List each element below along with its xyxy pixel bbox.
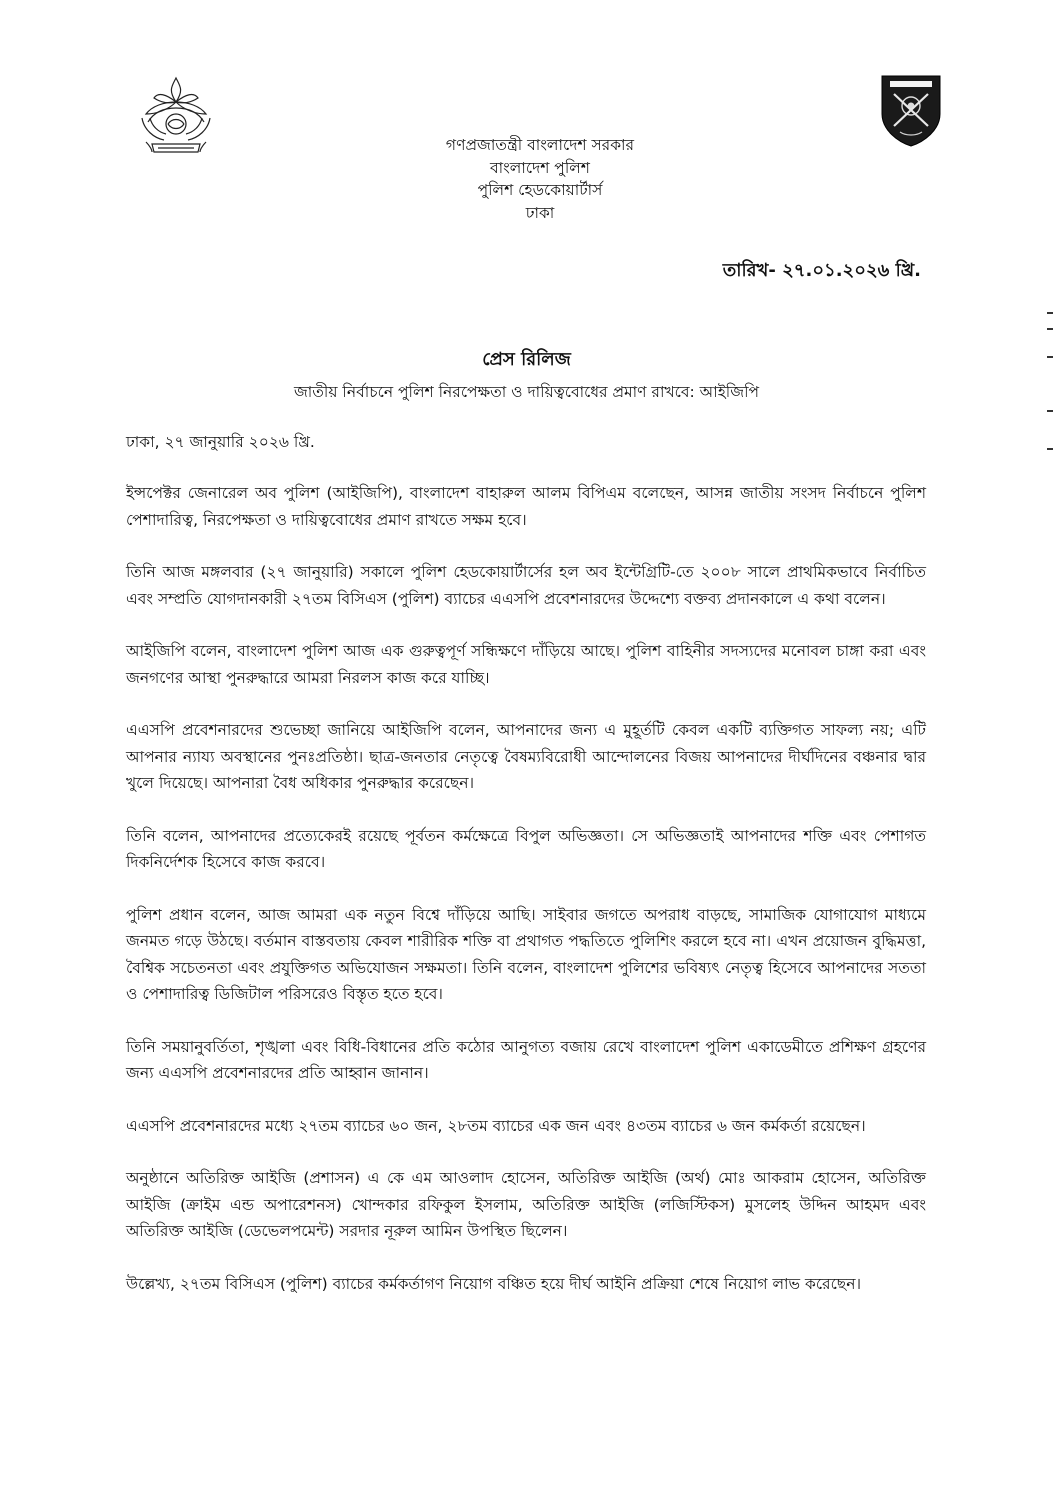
city-name: ঢাকা bbox=[525, 203, 555, 222]
letterhead bbox=[300, 134, 780, 224]
press-release-body bbox=[126, 480, 926, 1323]
scan-edge-mark bbox=[1047, 356, 1053, 358]
organization-name: বাংলাদেশ পুলিশ bbox=[490, 158, 590, 177]
paragraph: পুলিশ প্রধান বলেন, আজ আমরা এক নতুন বিশ্বে দাঁড়িয়ে আছি। সাইবার জগতে অপরাধ বাড়ছে, সামাজিক যোগাযোগ মাধ্যমে জনমত গড়ে উঠছে। বর্তমান বাস্তবতায় কেবল শারীরিক শক্তি বা প্রথাগত পদ্ধতিতে পুলিশিং করলে হবে না। এখন প্রয়োজন বুদ্ধিমত্তা, বৈশ্বিক সচেতনতা এবং প্রযুক্তিগত অভিযোজন সক্ষমতা। তিনি বলেন, বাংলাদেশ পুলিশের ভবিষ্যৎ নেতৃত্ব হিসেবে আপনাদের সততা ও পেশাদারিত্ব ডিজিটাল পরিসরেও বিস্তৃত হতে হবে। bbox=[126, 905, 926, 1003]
paragraph: তিনি সময়ানুবর্তিতা, শৃঙ্খলা এবং বিধি-বিধানের প্রতি কঠোর আনুগত্য বজায় রেখে বাংলাদেশ পুলিশ একাডেমীতে প্রশিক্ষণ গ্রহণের জন্য এএসপি প্রবেশনারদের প্রতি আহ্বান জানান। bbox=[126, 1037, 926, 1082]
scan-edge-mark bbox=[1047, 328, 1053, 330]
document-date: তারিখ- ২৭.০১.২০২৬ খ্রি. bbox=[722, 260, 921, 281]
paragraph: তিনি বলেন, আপনাদের প্রত্যেকেরই রয়েছে পূর্বতন কর্মক্ষেত্রে বিপুল অভিজ্ঞতা। সে অভিজ্ঞতাই আপনাদের শক্তি এবং পেশাগত দিকনির্দেশক হিসেবে কাজ করবে। bbox=[126, 826, 926, 871]
paragraph: তিনি আজ মঙ্গলবার (২৭ জানুয়ারি) সকালে পুলিশ হেডকোয়ার্টার্সের হল অব ইন্টেগ্রিটি-তে ২০০৮ সালে প্রাথমিকভাবে নির্বাচিত এবং সম্প্রতি যোগদানকারী ২৭তম বিসিএস (পুলিশ) ব্যাচের এএসপি প্রবেশনারদের উদ্দেশ্যে বক্তব্য প্রদানকালে এ কথা বলেন। bbox=[126, 563, 926, 608]
dateline: ঢাকা, ২৭ জানুয়ারি ২০২৬ খ্রি. bbox=[126, 433, 315, 451]
scan-edge-mark bbox=[1047, 448, 1053, 450]
paragraph: ইন্সপেক্টর জেনারেল অব পুলিশ (আইজিপি), বাংলাদেশ বাহারুল আলম বিপিএম বলেছেন, আসন্ন জাতীয় সংসদ নির্বাচনে পুলিশ পেশাদারিত্ব, নিরপেক্ষতা ও দায়িত্ববোধের প্রমাণ রাখতে সক্ষম হবে। bbox=[126, 484, 926, 529]
page-title: প্রেস রিলিজ bbox=[482, 349, 571, 370]
paragraph: উল্লেখ্য, ২৭তম বিসিএস (পুলিশ) ব্যাচের কর্মকর্তাগণ নিয়োগ বঞ্চিত হয়ে দীর্ঘ আইনি প্রক্রিয়া শেষে নিয়োগ লাভ করেছেন। bbox=[126, 1274, 861, 1293]
paragraph: এএসপি প্রবেশনারদের শুভেচ্ছা জানিয়ে আইজিপি বলেন, আপনাদের জন্য এ মুহূর্তটি কেবল একটি ব্যক্তিগত সাফল্য নয়; এটি আপনার ন্যায্য অবস্থানের পুনঃপ্রতিষ্ঠা। ছাত্র-জনতার নেতৃত্বে বৈষম্যবিরোধী আন্দোলনের বিজয় আপনাদের দীর্ঘদিনের বঞ্চনার দ্বার খুলে দিয়েছে। আপনারা বৈধ অধিকার পুনরুদ্ধার করেছেন। bbox=[126, 721, 926, 792]
shield-badge-logo bbox=[880, 74, 942, 148]
paragraph: অনুষ্ঠানে অতিরিক্ত আইজি (প্রশাসন) এ কে এম আওলাদ হোসেন, অতিরিক্ত আইজি (অর্থ) মোঃ আকরাম হোসেন, অতিরিক্ত আইজি (ক্রাইম এন্ড অপারেশনস) খোন্দকার রফিকুল ইসলাম, অতিরিক্ত আইজি (লজিস্টিকস) মুসলেহ উদ্দিন আহমদ এবং অতিরিক্ত আইজি (ডেভেলপমেন্ট) সরদার নূরুল আমিন উপস্থিত ছিলেন। bbox=[126, 1169, 926, 1240]
paragraph: আইজিপি বলেন, বাংলাদেশ পুলিশ আজ এক গুরুত্বপূর্ণ সন্ধিক্ষণে দাঁড়িয়ে আছে। পুলিশ বাহিনীর সদস্যদের মনোবল চাঙ্গা করা এবং জনগণের আস্থা পুনরুদ্ধারে আমরা নিরলস কাজ করে যাচ্ছি। bbox=[126, 642, 926, 687]
paragraph: এএসপি প্রবেশনারদের মধ্যে ২৭তম ব্যাচের ৬০ জন, ২৮তম ব্যাচের এক জন এবং ৪৩তম ব্যাচের ৬ জন কর্মকর্তা রয়েছেন। bbox=[126, 1116, 866, 1135]
government-name: গণপ্রজাতন্ত্রী বাংলাদেশ সরকার bbox=[445, 136, 635, 154]
scan-edge-mark bbox=[1047, 410, 1053, 412]
office-name: পুলিশ হেডকোয়ার্টার্স bbox=[477, 181, 603, 199]
scan-edge-mark bbox=[1047, 312, 1053, 314]
headline: জাতীয় নির্বাচনে পুলিশ নিরপেক্ষতা ও দায়িত্ববোধের প্রমাণ রাখবে: আইজিপি bbox=[293, 383, 760, 401]
police-emblem-logo bbox=[128, 72, 224, 158]
